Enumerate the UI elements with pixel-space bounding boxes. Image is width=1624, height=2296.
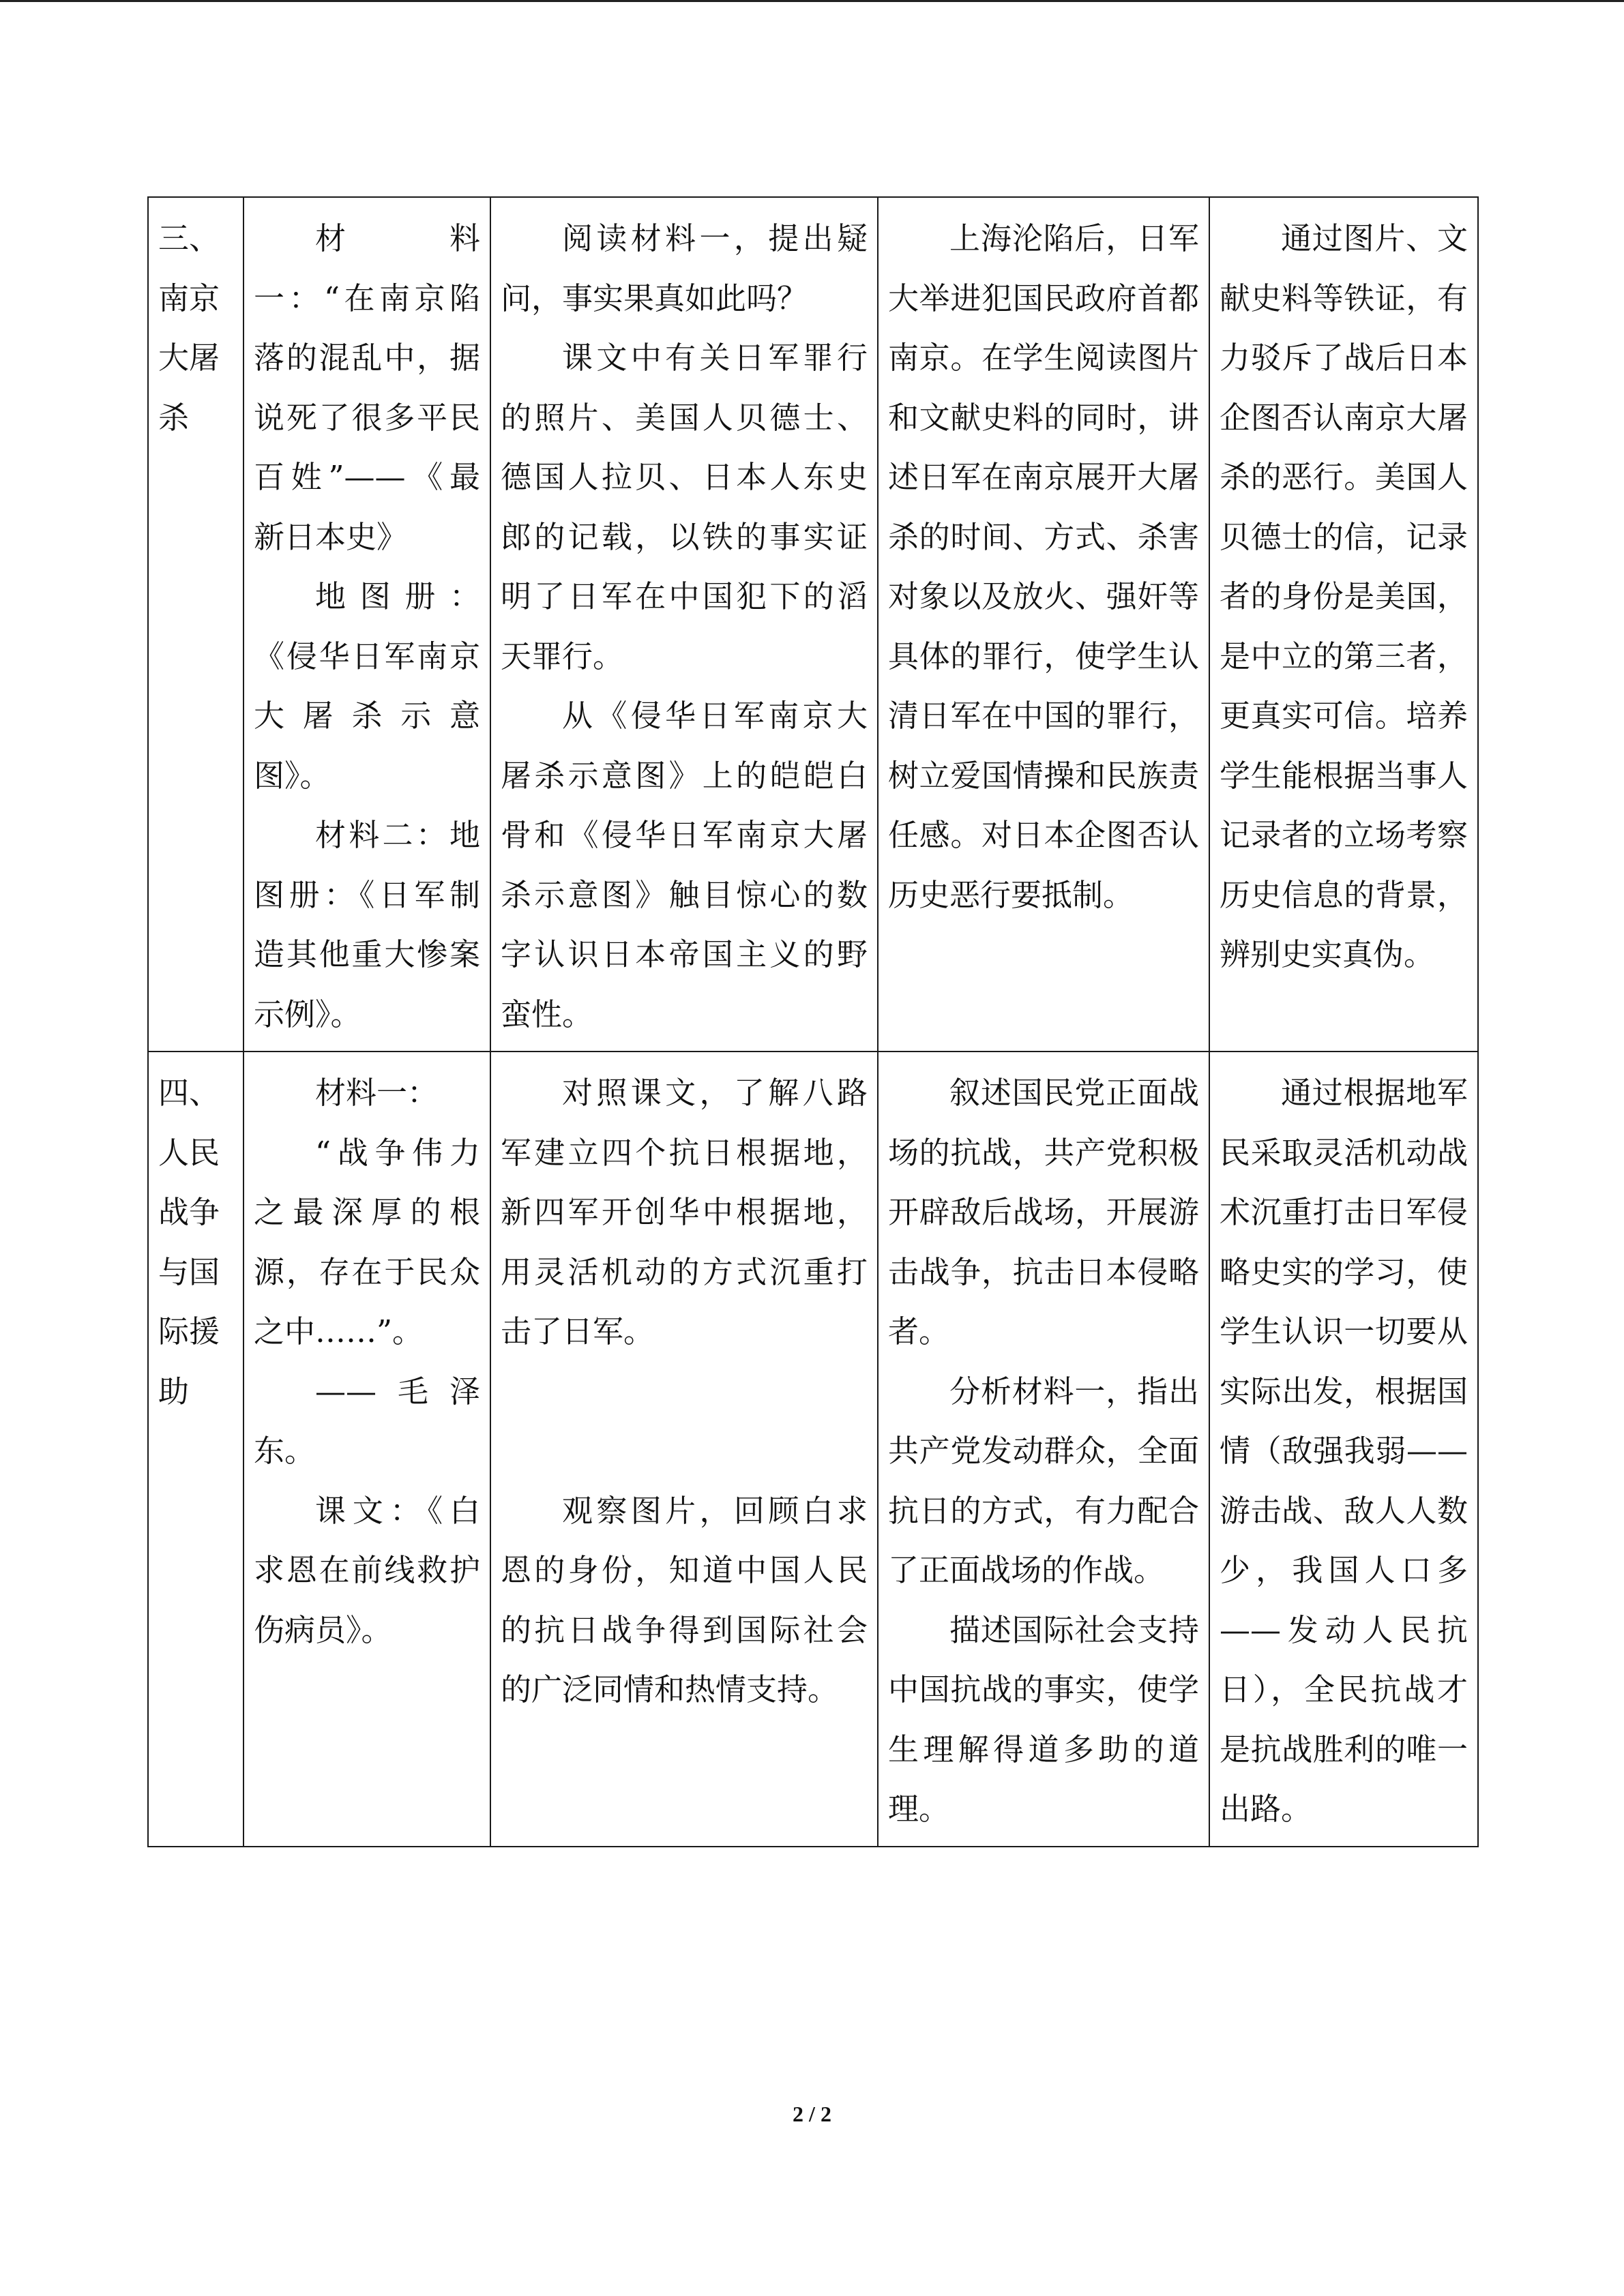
- section-title-line: 杀: [158, 399, 190, 436]
- section-title-line: 三、: [158, 220, 220, 256]
- table-row: [148, 1052, 1478, 1847]
- materials-cell: [243, 197, 490, 1052]
- material-paragraph: 材料一：: [315, 1075, 439, 1111]
- section-title-cell: [148, 197, 243, 1052]
- student-activity-paragraph: 对照课文，了解八路军建立四个抗日根据地，新四军开创华中根据地，用灵活机动的方式沉重打击了日军。: [501, 1075, 868, 1350]
- teacher-activity-paragraph: 叙述国民党正面战场的抗战，共产党积极开辟敌后战场，开展游击战争，抗击日本侵略者。: [888, 1075, 1199, 1350]
- table-row: [148, 197, 1478, 1052]
- material-paragraph: 地图册：《侵华日军南京大屠杀示意图》。: [254, 578, 480, 794]
- materials-cell: [243, 1052, 490, 1847]
- section-title-cell: [148, 1052, 243, 1847]
- student-activity-cell: [490, 197, 878, 1052]
- design-intent-paragraph: 通过图片、文献史料等铁证，有力驳斥了战后日本企图否认南京大屠杀的恶行。美国人贝德士的信，记录者的身份是美国，是中立的第三者，更真实可信。培养学生能根据当事人记录者的立场考察历史信息的背景，辨别史实真伪。: [1220, 220, 1468, 972]
- section-title-line: 际援: [158, 1313, 220, 1350]
- page-number: 2 / 2: [793, 2102, 831, 2126]
- student-activity-paragraph: 从《侵华日军南京大屠杀示意图》上的皑皑白骨和《侵华日军南京大屠杀示意图》触目惊心的数字认识日本帝国主义的野蛮性。: [501, 698, 868, 1032]
- lesson-plan-table: [147, 196, 1479, 1847]
- section-title-line: 战争: [158, 1194, 220, 1230]
- top-border-line: [0, 0, 1624, 2]
- material-paragraph: 课文：《白求恩在前线救护伤病员》。: [254, 1492, 480, 1648]
- student-activity-paragraph: 课文中有关日军罪行的照片、美国人贝德士、德国人拉贝、日本人东史郎的记载，以铁的事实证明了日军在中国犯下的滔天罪行。: [501, 340, 868, 674]
- teacher-activity-cell: [878, 197, 1209, 1052]
- section-title-line: 四、: [158, 1075, 220, 1111]
- section-title-line: 南京: [158, 280, 220, 316]
- design-intent-cell: [1209, 197, 1478, 1052]
- student-activity-paragraph: 观察图片，回顾白求恩的身份，知道中国人民的抗日战争得到国际社会的广泛同情和热情支持。: [501, 1492, 868, 1708]
- section-title-line: 助: [158, 1373, 190, 1410]
- section-title-line: 与国: [158, 1253, 220, 1290]
- teacher-activity-paragraph: 上海沦陷后，日军大举进犯国民政府首都南京。在学生阅读图片和文献史料的同时，讲述日军在南京展开大屠杀的时间、方式、杀害对象以及放火、强奸等具体的罪行，使学生认清日军在中国的罪行，树立爱国情操和民族责任感。对日本企图否认历史恶行要抵制。: [888, 220, 1199, 913]
- teacher-activity-cell: [878, 1052, 1209, 1847]
- material-paragraph: 材料一：“在南京陷落的混乱中，据说死了很多平民百姓”——《最新日本史》: [254, 220, 480, 555]
- student-activity-paragraph: 阅读材料一，提出疑问，事实果真如此吗？: [501, 220, 868, 316]
- teacher-activity-paragraph: 分析材料一，指出共产党发动群众，全面抗日的方式，有力配合了正面战场的作战。: [888, 1373, 1199, 1588]
- design-intent-paragraph: 通过根据地军民采取灵活机动战术沉重打击日军侵略史实的学习，使学生认识一切要从实际出发，根据国情（敌强我弱——游击战、敌人人数少，我国人口多——发动人民抗日），全民抗战才是抗战胜利的唯一出路。: [1220, 1075, 1468, 1827]
- design-intent-cell: [1209, 1052, 1478, 1847]
- material-paragraph: “战争伟力之最深厚的根源，存在于民众之中……”。: [254, 1134, 480, 1350]
- material-paragraph: ——毛泽东。: [254, 1373, 480, 1469]
- teacher-activity-paragraph: 描述国际社会支持中国抗战的事实，使学生理解得道多助的道理。: [888, 1611, 1199, 1827]
- section-title-line: 人民: [158, 1134, 220, 1171]
- student-activity-cell: [490, 1052, 878, 1847]
- material-paragraph: 材料二：地图册：《日军制造其他重大惨案示例》。: [254, 817, 480, 1032]
- section-title-line: 大屠: [158, 340, 220, 376]
